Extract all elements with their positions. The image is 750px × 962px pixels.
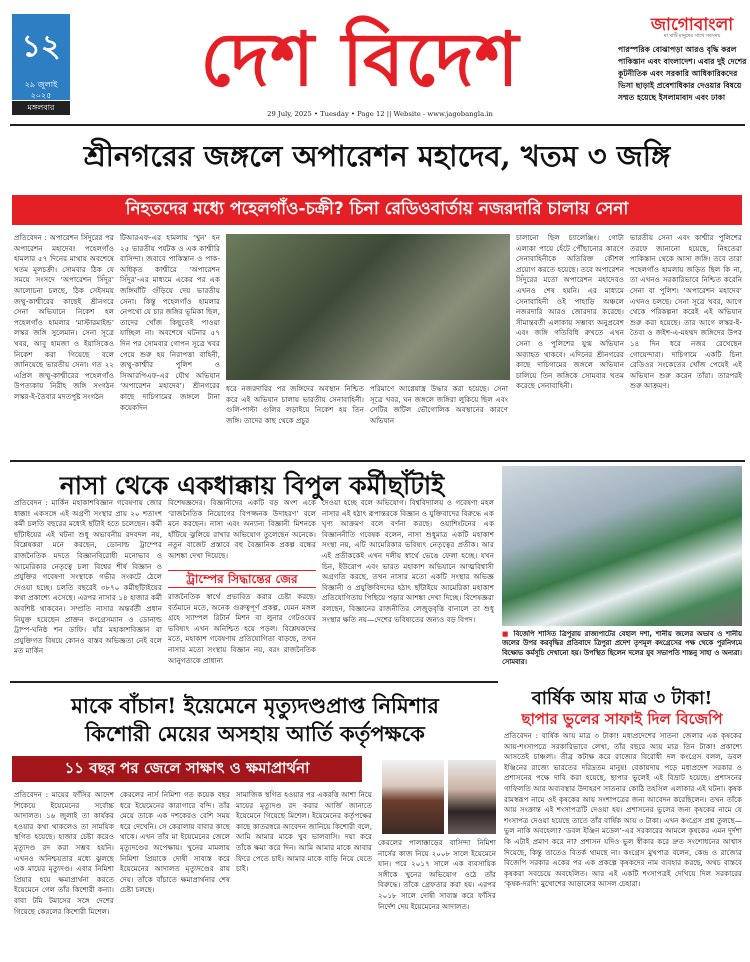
story5-col3: সামাজিক স্থগিত হওয়ার পর একরত্তি আশা নিয়ে মায়ের মৃত্যুদণ্ড রদ করার আর্জি জানাতে ইয়েমেনে গিয়েছে মিশেল। ইয়েমেনের কর্তৃপক্ষের কাছে কাতরস্বরে আবেদন জানিয়ে কিশোরী বলে, আমি আমার মাকে খুব ভালবাসি। দয়া করে তাঁকে ক্ষমা করে দিন। আমি আমার মাকে আবার ফিরে পেতে চাই। আমার মাকে বাড়ি নিয়ে যেতে চাই।: [236, 790, 372, 874]
masthead-rule: [10, 124, 745, 126]
weekday-label: মঙ্গলবার: [12, 101, 70, 115]
story2-col2b: রাজনৈতিক স্বার্থে প্রভাবিত করার চেষ্টা করছে। বর্তমানে মতে, অনেক গুরুত্বপূর্ণ প্রকল্প, যেমন মঙ্গল গ্রহে স্যাম্পল রিটার্ন মিশন বা লুনার গেটওয়ের ভবিষ্যৎ এখন অনিশ্চিত হয়ে পড়ল। বিশ্লেষকদের মতে, মহাকাশ গবেষণায় প্রতিযোগিতা বাড়ছে, তখন নাসার মতো সংস্থায় বিজ্ঞান নয়, বরং রাজনৈতিক আনুগত্যকে প্রাধান্য: [168, 592, 316, 665]
story2-col3: দেওয়া হচ্ছে বলে অভিযোগ। বিশ্ববিদ্যালয় ও গবেষণা মহল নাসার এই হঠাৎ রূপান্তরকে বিজ্ঞান ও যুক্তিবাদের বিরুদ্ধে এক ঘৃণ্য আক্রমণ বলে বর্ণনা করছে। ওয়াশিংটনের এক বিজ্ঞাননীতি গবেষক বলেন, নাসা শুধুমাত্র একটি মহাকাশ সংস্থা নয়, এটি আমেরিকার ভবিষ্যৎ নেতৃত্বের প্রতীক। আর এই প্রতীককেই এখন দলীয় স্বার্থে ভেঙে ফেলা হচ্ছে। যখন চিন, ইউরোপ এবং ভারত মহাকাশ অভিযানে আত্মবিশ্বাসী অগ্রগতি করছে, তখন নাসার মতো একটি সংস্থার অভিজ্ঞ বিজ্ঞানী ও প্রযুক্তিবিদদের হঠাৎ ছাঁটাইয়ে আমেরিকা মহাকাশ প্রতিযোগিতায় পিছিয়ে পড়ার আশঙ্কা দেখা দিচ্ছে। বিশেষজ্ঞরা বলছেন, বিজ্ঞানের রাজনীতির লেজুড়বৃত্তি বানালে তা শুধু সংস্থার ক্ষতি নয়—দেশের ভবিষ্যতের জন্যও বড় বিপদ।: [322, 498, 494, 624]
story4-headline: ছাপার ভুলের সাফাই দিল বিজেপি: [521, 710, 723, 728]
story5-subhead-bar: [12, 756, 362, 782]
date-label: ২৯ জুলাই ২০২৫: [24, 80, 58, 100]
story5-photo-2: [448, 760, 496, 834]
story1-rule: [10, 460, 745, 462]
story4-body: প্রতিবেদন : বার্ষিক আয় মাত্র ৩ টাকা! মধ্যপ্রদেশের সাতনা জেলার এক কৃষকের আয়-শংসাপত্রে সরকারিভাবে লেখা, তাঁর বছরে আয় মাত্র তিন টাকা! প্রকাশ্যে আসতেই চাঞ্চল্য। তীব্র কটাক্ষ করে রাজ্যের বিরোধী দল কংগ্রেস বলল, ডবল ইঞ্জিনের রাজ্যে ভারতের দরিদ্রতম মানুষ! বেকায়দায় পড়ে মধ্যপ্রদেশ সরকার ও প্রশাসনের পক্ষে দাবি করা হয়েছে, ছাপার ভুলেই এই বিভ্রাট হয়েছে। প্রশাসনের গাফিলতি আর অব্যবস্থার উদাহরণ সাতনার কোঠি তহসিল এলাকার এই ঘটনা। কৃষক রামস্বরূপ নামে ওই কৃষকের আয় সংশাপত্রের জন্য আবেদন করেছিলেন। তখন তাঁকে আয় সংক্রান্ত এই শংসাপত্রটি দেওয়া হয়। প্রশাসনের ভুলের জন্য কৃষকের নামে যে শংসাপত্র দেওয়া হয়েছে তাতে তাঁর বার্ষিক আয় ৩ টাকা। এখন কংগ্রেস প্রশ্ন তুলছে—ভুল নাকি অবহেলা? ‘ডবল ইঞ্জিন মডেল’-এর সরকারের আমলে কৃষকের এমন দুর্দশা কি এটাই প্রমাণ করে না? প্রশাসন যদিও ভুল স্বীকার করে দ্রুত সংশোধনের আশ্বাস দিয়েছে, কিন্তু তাতেও বিতর্ক থামছে না। কংগ্রেস মুখপাত্র বলেন, কেন্দ্র ও রাজ্যের বিজেপি সরকার একের পর এক প্রকল্পে কৃষকদের নাম ব্যবহার করছে, অথচ বাস্তবে কৃষকরা সবচেয়ে অবহেলিত। আর এই একটি শংসাপত্রই দেখিয়ে দিল সরকারের ‘কৃষক-দরদি’ মুখোশের আড়ালের আসল চেহারা।: [504, 731, 742, 889]
story5-col2: কেরলের নার্স নিমিশা গত কয়েক বছর ধরে ইয়েমেনের কারাগারে বন্দি। তাঁর মেয়ে তাকে এক দশকেরও বেশি সময় ধরে দেখেনি। সে কেরালায় বাবার কাছে থাকে। এখন তাঁর মা ইয়েমেনের জেলে মৃত্যুদণ্ডের অপেক্ষায়। খুনের মামলায় নিমিশা প্রিয়াকে দোষী সাব্যস্ত করে ইয়েমেনের আদালত মৃত্যুদণ্ডের রায় দেয়। তাঁকে বাঁচাতে ক্ষমাপ্রার্থনার শেষ চেষ্টা চলছে।: [120, 790, 230, 895]
story1-subhead-bar: [12, 195, 742, 225]
story1-col3: ধরে নজরদারির পর জঙ্গিদের অবস্থান নিশ্চিত করে এই অভিযান চালায় ভারতীয় সেনাবাহিনী। গুলি-পাল্টা গুলির লড়াইয়ে নিকেশ হয় তিন জঙ্গি। তাদের কাছ থেকে প্রচুর: [226, 384, 364, 425]
story2-col1: প্রতিবেদন : মার্কিন মহাকাশবিজ্ঞান গবেষণায় জোর ধাক্কা! একসঙ্গে এই অগ্রণী সংস্থার প্রায় ২০ শতাংশ কর্মী চলতি বছরের মধ্যেই ছাঁটাই হতে চলেছেন। কর্মী ছাঁটাইয়ের এই ঘটনা শুধু অভাবনীয় রদবদল নয়, বিশ্লেষকরা মনে করছেন, ডোনাল্ড ট্রাম্পের রাজনৈতিক মদতে বিজ্ঞানবিরোধী মনোভাব ও আমেরিকার নেতৃত্বে চলা বিশ্বের শীর্ষ বিজ্ঞান ও প্রযুক্তির গবেষণা সংস্থাকে গভীর সংকটে ঠেলে দেওয়া হচ্ছে। চলতি বছরেই ৩৮৭০ কর্মীছাঁটাইয়ের কথা প্রকাশ্যে এসেছে। এরপর নাসার ১৪ হাজার কর্মী অবশিষ্ট থাকবেন। সম্প্রতি নাসার অন্তর্বর্তী প্রধান নিযুক্ত হয়েছেন প্রাক্তন কংগ্রেসম্যান ও ডোনাল্ড ট্রাম্প-ঘনিষ্ঠ শন ডাফি। যাঁর মহাকাশবিজ্ঞান বা প্রযুক্তিগত বিষয়ে কোনও বাস্তব অভিজ্ঞতা নেই বলে মত মার্কিন: [14, 498, 162, 656]
story2-headline: নাসা থেকে একধাক্কায় বিপুল কর্মীছাঁটাই: [59, 471, 445, 500]
story1-col6: ভারতীয় সেনা এবং কাশ্মীর পুলিশের তরফে জানানো হয়েছে, নিহতেরা পাকিস্তান থেকে আসা জঙ্গি। তবে তারা পহেলগাঁও হামলায় জড়িত ছিল কি না, তা এখনও সরকারিভাবে নিশ্চিত করেনি সেনা বা পুলিশ। ‘অপারেশন মহাদেব’ এখনও চলছে। সেনা সূত্রে খবর, আগে থেকে পরিকল্পনা করেই এই অভিযান শুরু করা হয়েছে। তার আগে লস্কর-ই-তৈবা ও জইশ-এ-মহম্মদ জঙ্গিদের উপর ১৪ দিন ধরে নজর রেখেছেন গোয়েন্দারা। দাচিগামে একটি চিনা রেডিওর সংকেতের খোঁজ পেয়েই এই অভিযান শুরু করেন তাঁরা। তারপরই শুরু আক্রমণ।: [630, 233, 742, 391]
story3-caption: [502, 630, 742, 676]
story1-photo: [226, 234, 510, 380]
story1-col4: পরিমাণে আগ্নেয়াস্ত্র উদ্ধার করা হয়েছে। সেনা সূত্রে খবর, ঘন জঙ্গলে জঙ্গিরা লুকিয়ে ছিল এবং সেটির জটিল ভৌগোলিক অবস্থানের কারণে অভিযান: [370, 384, 508, 425]
story2-box-title: ট্রাম্পের সিদ্ধান্তের জের: [168, 570, 316, 588]
story2-rule: [10, 681, 498, 683]
story1-col5: চালানো ছিল চ্যালেঞ্জিং। গোটা এলাকা পায়ে হেঁটে পৌঁছানোর কারণে সেনাবাহিনীকে অতিরিক্ত কৌশল প্রয়োগ করতে হয়েছে। তবে অপারেশন সিঁদুরের মতো অপারেশন মহাদেবও এখনও শেষ হয়নি। এর মাধ্যমে সেনাবাহিনী ওই পাহাড়ি অঞ্চলে নজরদারি আরও জোরদার করেছে। সীমান্তবর্তী এলাকায় সম্ভাব্য অনুপ্রবেশ এবং জঙ্গি গতিবিধি রুখতে এখন সেনা ও পুলিশের যুগ্ম অভিযান অব্যাহত থাকবে। এদিনের শ্রীনগরের কাছে দাচিগামের জঙ্গলে অভিযান চালিয়ে তিন জঙ্গিকে সোমবার খতম করেছে সেনাবাহিনী।: [516, 233, 624, 391]
brand-tagline: মা মাটি মানুষের সাথে সবসময়: [663, 34, 721, 39]
story5-headline-2: কিশোরী মেয়ের অসহায় আর্তি কর্তৃপক্ষকে: [85, 721, 425, 746]
story2-col2: বিশেষজ্ঞদের। বিজ্ঞানীদের একটি বড় অংশ একে ‘রাজনৈতিক নিয়োগের বিপজ্জনক উদাহরণ’ বলে মনে করছেন। নাসা এবং অন্যান্য বিজ্ঞানী মিশনকে হাঁটিয়ে ঝুলিয়ে রাখার অভিযোগ তুলেছেন অনেকে। নতুন বাজেট প্রস্তাবে বহু বৈজ্ঞানিক প্রকল্প বন্ধের আশঙ্কা দেখা দিয়েছে।: [168, 498, 316, 560]
story4-kicker: বার্ষিক আয় মাত্র ৩ টাকা!: [531, 688, 713, 709]
folio-line: 29 July, 2025 • Tuesday • Page 12 || Website - www.jagobangla.in: [267, 110, 493, 118]
story1-subhead: নিহতদের মধ্যে পহেলগাঁও-চক্রী? চিনা রেডিওবার্তায় নজরদারি চালায় সেনা: [125, 199, 629, 219]
story5-headline-1: মাকে বাঁচান! ইয়েমেনে মৃত্যুদণ্ডপ্রাপ্ত নিমিশার: [71, 693, 439, 718]
story3-caption-text: বিজেপি শাসিত ত্রিপুরায় রাজ্যপাটের বেহাল দশা, শানীয় জলের অভাব ও শানীয় জলের উপর করবৃদ্ধির প্রতিবাদে ত্রিপুরা প্রদেশ তৃণমূল কংগ্রেসের পক্ষ থেকে পুরনিগমে বিক্ষোভ কর্মসূচি দেখানো হয়। উপস্থিত ছিলেন দলের যুব সভাপতি শান্তনু সাহা ও অন্যরা। সোমবার।: [502, 630, 742, 667]
page-number: ১২: [21, 29, 61, 64]
story1-headline: শ্রীনগরের জঙ্গলে অপারেশন মহাদেব, খতম ৩ জঙ্গি: [83, 139, 671, 173]
brand-blurb: পারস্পরিক বোঝাপড়া আরও বৃদ্ধি করল পাকিস্তান এবং বাংলাদেশ। এবার দুই দেশের কূটনীতিক এবং সরকারি আধিকারিকদের ভিসা ছাড়াই প্রবেশাধিকার দেওয়ার বিষয়ে সম্মত হয়েছে ইসলামাবাদ এবং ঢাকা: [618, 45, 747, 102]
story5-photo-1: [382, 760, 444, 834]
page-number-box: [12, 14, 70, 100]
masthead-title-text: দেশ বিদেশ: [200, 17, 520, 103]
brand-logo: জাগোবাংলা: [650, 15, 734, 35]
masthead-title: [120, 4, 600, 104]
story1-col1: প্রতিবেদন : অপারেশন সিঁদুরের পর অপারেশন মহাদেব! পহেলগাঁও হামলার ৫৭ দিনের মাথায় অবশেষে খতম মূলচক্রী। সোমবার ঠিক যে সময়ে সংসদে ‘অপারেশন সিঁদুর’ আলোচনা চলছে, ঠিক সেইসময় জম্মু-কাশ্মীরের কাছেই শ্রীনগরে সেনা অভিযানে নিকেশ হল পহেলগাঁও হামলার ‘মাস্টারমাইন্ড’ লস্কর জঙ্গি সুলেমান। সেনা সূত্রে খবর, আবু হামজা ও ইয়াসিকেও নিকেশ করা গিয়েছে বলে জানিয়েছে ভারতীয় সেনা। গত ২২ এপ্রিল জম্মু-কাশ্মীরের পহেলগাঁও উপত্যকায় নিরীহ জঙ্গি সংগঠন লস্কর-ই-তৈবার মদতপুষ্ট সংগঠন: [14, 233, 114, 401]
caption-bullet: ■: [502, 630, 514, 638]
story5-col4: কেরলের পালাক্কাড়ের বাসিন্দা নিমিশা নার্সের কাজ নিয়ে ২০০৮ সালে ইয়েমেনে যান। পরে ২০১৭ সালে এক ব্যবসায়িক সঙ্গীকে খুনের অভিযোগ ওঠে তাঁর বিরুদ্ধে। তাঁকে গ্রেফতার করা হয়। এরপর ২০১৮ সালে দোষী সাব্যস্ত করে ফাঁসির নির্দেশ দেয় ইয়েমেনের আদালত।: [378, 838, 496, 911]
story1-col2: টিআরএফ-এর হামলায় ‘খুন’ হন ২৫ ভারতীয় পর্যটক ও এক কাশ্মীরি বাসিন্দা। জবাবে পাকিস্তান ও পাক-অধিকৃত কাশ্মীরে ‘অপারেশন সিঁদুর’-এর মাধ্যমে একের পর এক জঙ্গিঘাঁটি গুঁড়িয়ে দেয় ভারতীয় সেনা। কিন্তু পহেলগাঁও হামলার নেপথ্যে যে চার জঙ্গির ভূমিকা ছিল, তাদের খোঁজ কিছুতেই পাওয়া যাচ্ছিল না। অবশেষে ঘটনার ৫৭ দিন পর সোমবার গোপন সূত্রে খবর পেয়ে শুরু হয় নিরাপত্তা বাহিনী, জম্মু-কাশ্মীর পুলিশ ও সিআরপিএফ-এর যৌথ অভিযান ‘অপারেশন মহাদেব’। শ্রীনগরের কাছে দাচিগামের জঙ্গলে টানা কয়েকদিন: [120, 233, 220, 412]
story5-subhead: ১১ বছর পর জেলে সাক্ষাৎ ও ক্ষমাপ্রার্থনা: [64, 758, 310, 777]
story3-photo: [502, 466, 742, 626]
story5-col1: প্রতিবেদন : মায়ের ফাঁসির আদেশ শিকেয়ে ইয়েমেনের সর্বোচ্চ আদালত। ১৬ জুলাই তা কার্যকর হওয়ার কথা থাকলেও তা সাময়িক স্থগিত হয়েছে। হাজার চেষ্টা করেও মৃত্যুদণ্ড রদ করা সম্ভব হয়নি। এখনও অনিশ্চয়তার মধ্যে ঝুলছে এক মায়ের মৃত্যুদণ্ড। এবার নিমিশা প্রিয়ার হয়ে ক্ষমাপ্রার্থনা করতে ইয়েমেনে গেল তাঁর কিশোরী কন্যা। বাবা টমি টমাসের সঙ্গে দেশের গিয়েছে কেরলের কিশোরী মিশেল।: [14, 790, 114, 916]
